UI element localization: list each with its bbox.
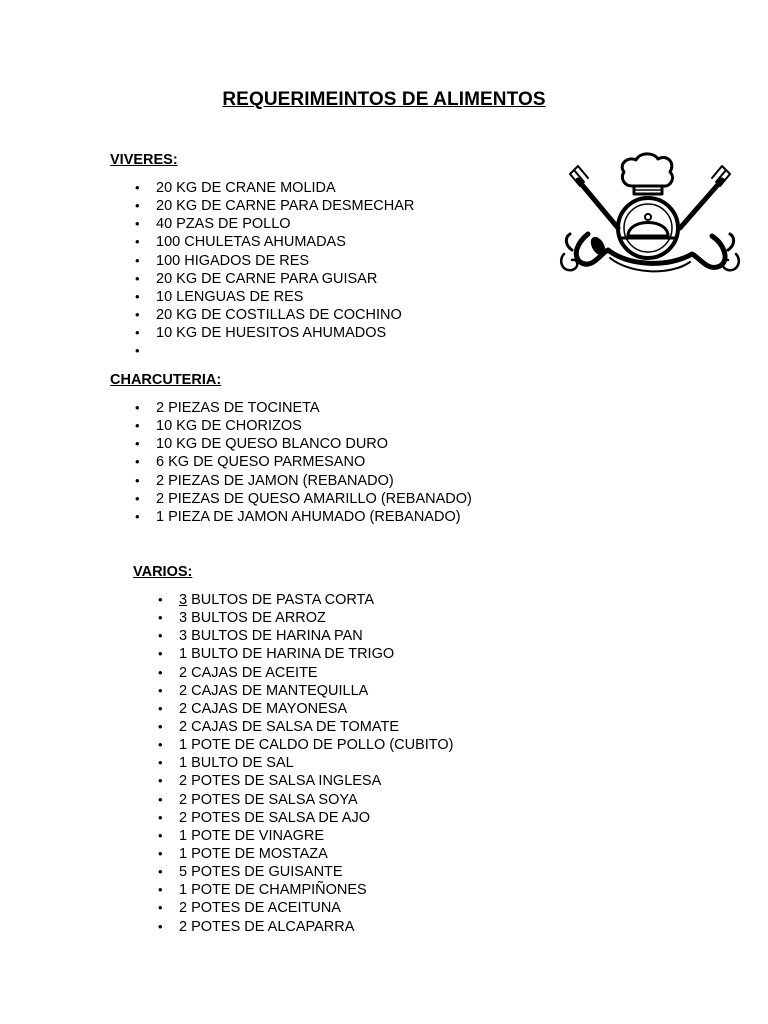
bullet-icon: • — [135, 400, 140, 415]
list-item — [135, 508, 472, 526]
item-text: 2 POTES DE SALSA SOYA — [179, 791, 358, 808]
item-text: 2 POTES DE SALSA DE AJO — [179, 809, 370, 826]
bullet-icon: • — [158, 791, 163, 807]
list-item — [135, 252, 414, 270]
bullet-icon: • — [135, 216, 140, 232]
list-item — [135, 399, 472, 417]
item-text: 2 CAJAS DE MAYONESA — [179, 700, 348, 717]
list-item — [158, 609, 454, 627]
item-text: 10 KG DE QUESO BLANCO DURO — [156, 436, 389, 453]
item-text: 20 KG DE CARNE PARA GUISAR — [156, 270, 378, 287]
list-charcuteria — [135, 399, 472, 526]
list-item — [158, 863, 454, 881]
section-heading-viveres: VIVERES: — [110, 152, 178, 168]
list-item — [135, 179, 414, 197]
bullet-icon: • — [158, 682, 163, 698]
list-item — [158, 718, 454, 736]
chef-hat-cloche-icon — [558, 150, 742, 288]
list-item — [135, 233, 414, 251]
bullet-icon: • — [158, 664, 163, 680]
list-item — [158, 754, 454, 772]
list-item — [158, 809, 454, 827]
list-item — [158, 772, 454, 790]
list-item — [135, 417, 472, 435]
item-text: 100 HIGADOS DE RES — [156, 252, 310, 269]
item-text: 2 CAJAS DE ACEITE — [179, 664, 318, 681]
list-item — [135, 453, 472, 471]
item-text: 1 BULTO DE SAL — [179, 755, 294, 772]
bullet-icon: • — [135, 270, 140, 286]
item-text: 2 PIEZAS DE JAMON (REBANADO) — [156, 472, 394, 489]
bullet-icon: • — [158, 755, 163, 771]
item-text: 1 POTE DE CHAMPIÑONES — [179, 882, 367, 899]
bullet-icon: • — [158, 646, 163, 662]
list-item — [158, 845, 454, 863]
bullet-icon: • — [158, 737, 163, 753]
bullet-icon: • — [158, 918, 163, 934]
item-text: 100 CHULETAS AHUMADAS — [156, 234, 346, 251]
list-item — [135, 197, 415, 215]
bullet-icon: • — [135, 288, 140, 304]
bullet-icon: • — [135, 418, 140, 434]
bullet-icon: • — [158, 773, 163, 789]
bullet-icon: • — [158, 882, 163, 898]
item-text: 2 PIEZAS DE TOCINETA — [156, 400, 320, 416]
bullet-icon: • — [158, 827, 163, 843]
item-text: 6 KG DE QUESO PARMESANO — [156, 454, 366, 471]
item-text: 20 KG DE COSTILLAS DE COCHINO — [156, 306, 402, 323]
list-item — [135, 215, 414, 233]
list-item — [135, 324, 414, 342]
list-item — [158, 881, 454, 899]
item-text: 1 BULTO DE HARINA DE TRIGO — [179, 646, 395, 663]
bullet-icon: • — [135, 306, 140, 322]
item-quantity: 3 — [179, 592, 188, 608]
list-item — [158, 791, 454, 809]
section-heading-varios: VARIOS: — [133, 564, 193, 580]
bullet-icon: • — [158, 610, 163, 626]
item-text: 1 PIEZA DE JAMON AHUMADO (REBANADO) — [156, 508, 461, 525]
list-item — [158, 700, 454, 718]
section-heading-charcuteria: CHARCUTERIA: — [110, 372, 222, 388]
bullet-icon: • — [158, 900, 163, 916]
item-text: 3 BULTOS DE HARINA PAN — [179, 628, 363, 645]
bullet-icon: • — [135, 472, 140, 488]
list-item — [158, 899, 454, 917]
bullet-icon: • — [135, 234, 140, 250]
bullet-icon: • — [135, 454, 140, 470]
item-text: 40 PZAS DE POLLO — [156, 216, 291, 233]
item-text: 10 KG DE CHORIZOS — [156, 418, 302, 435]
item-text: 20 KG DE CRANE MOLIDA — [156, 180, 336, 196]
item-text: 2 CAJAS DE MANTEQUILLA — [179, 682, 369, 699]
list-item — [158, 591, 454, 609]
list-item — [135, 288, 414, 306]
bullet-icon: • — [135, 508, 140, 524]
item-text: 2 CAJAS DE SALSA DE TOMATE — [179, 718, 399, 735]
bullet-icon: • — [135, 436, 140, 452]
bullet-icon: • — [135, 490, 140, 506]
item-text: 10 KG DE HUESITOS AHUMADOS — [156, 325, 387, 342]
item-text: BULTOS DE PASTA CORTA — [187, 592, 375, 608]
list-varios — [158, 591, 454, 936]
bullet-icon: • — [135, 343, 140, 359]
item-text: 2 POTES DE ALCAPARRA — [179, 918, 355, 935]
bullet-icon: • — [135, 325, 140, 341]
list-item — [158, 645, 454, 663]
item-text: 10 LENGUAS DE RES — [156, 288, 304, 305]
item-text: 3 BULTOS DE ARROZ — [179, 610, 326, 627]
list-item — [135, 270, 414, 288]
item-text: 1 POTE DE VINAGRE — [179, 827, 325, 844]
bullet-icon: • — [158, 845, 163, 861]
list-item — [135, 342, 414, 360]
item-text: 1 POTE DE MOSTAZA — [179, 845, 328, 862]
item-text: 2 POTES DE SALSA INGLESA — [179, 773, 382, 790]
item-text: 2 POTES DE ACEITUNA — [179, 900, 341, 917]
bullet-icon: • — [158, 592, 163, 607]
list-item — [135, 306, 414, 324]
bullet-icon: • — [158, 700, 163, 716]
item-text: 5 POTES DE GUISANTE — [179, 864, 343, 881]
list-item — [135, 435, 472, 453]
list-item — [158, 827, 454, 845]
bullet-icon: • — [158, 718, 163, 734]
list-item — [158, 736, 454, 754]
bullet-icon: • — [135, 198, 140, 214]
list-item — [158, 918, 454, 936]
list-item — [135, 472, 472, 490]
item-text: 2 PIEZAS DE QUESO AMARILLO (REBANADO) — [156, 490, 472, 507]
bullet-icon: • — [158, 864, 163, 880]
list-item — [158, 682, 454, 700]
list-viveres — [135, 179, 415, 360]
bullet-icon: • — [135, 252, 140, 268]
bullet-icon: • — [158, 809, 163, 825]
document-title: REQUERIMEINTOS DE ALIMENTOS — [222, 89, 546, 110]
list-item — [158, 627, 454, 645]
item-text: 1 POTE DE CALDO DE POLLO (CUBITO) — [179, 737, 454, 754]
bullet-icon: • — [135, 180, 140, 195]
list-item — [135, 490, 472, 508]
list-item — [158, 664, 454, 682]
bullet-icon: • — [158, 628, 163, 644]
item-text: 20 KG DE CARNE PARA DESMECHAR — [156, 198, 415, 215]
